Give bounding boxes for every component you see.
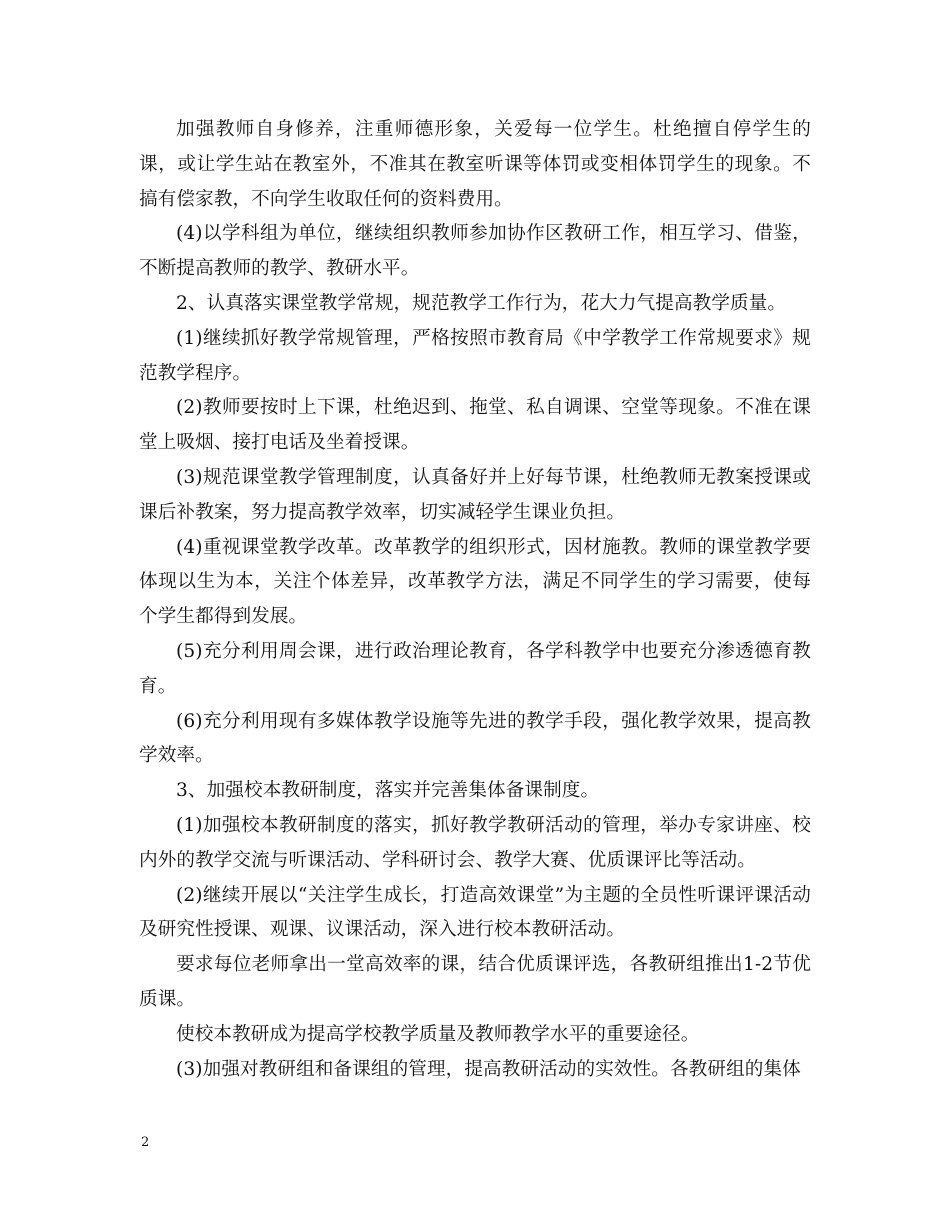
- paragraph-quality-lessons: 要求每位老师拿出一堂高效率的课，结合优质课评选，各教研组推出1-2节优质课。: [139, 954, 811, 1010]
- paragraph-item-4-subject-group: (4)以学科组为单位，继续组织教师参加协作区教研工作，相互学习、借鉴，不断提高教师的教学、教研水平。: [139, 223, 811, 280]
- paragraph-item-3-classroom-rules: (3)规范课堂教学管理制度，认真备好并上好每节课，杜绝教师无教案授课或课后补教案，努力提高教学效率，切实减轻学生课业负担。: [139, 466, 811, 523]
- paragraph-item-6-multimedia: (6)充分利用现有多媒体教学设施等先进的教学手段，强化教学效果，提高教学效率。: [139, 710, 811, 767]
- document-body: [139, 113, 811, 1087]
- page-number: 2: [141, 1135, 150, 1150]
- paragraph-item-2-lesson-observation: (2)继续开展以“关注学生成长，打造高效课堂”为主题的全员性听课评课活动及研究性授课、观课、议课活动，深入进行校本教研活动。: [139, 884, 811, 941]
- paragraph-section-3-heading: 3、加强校本教研制度，落实并完善集体备课制度。: [176, 780, 600, 802]
- paragraph-item-1-routine-management: (1)继续抓好教学常规管理，严格按照市教育局《中学教学工作常规要求》规范教学程序。: [139, 327, 811, 384]
- paragraph-research-goal: 使校本教研成为提高学校教学质量及教师教学水平的重要途径。: [176, 1023, 700, 1045]
- paragraph-item-1-school-research: (1)加强校本教研制度的落实，抓好教学教研活动的管理，举办专家讲座、校内外的教学交流与听课活动、学科研讨会、教学大赛、优质课评比等活动。: [139, 814, 811, 871]
- paragraph-item-5-weekly-meeting: (5)充分利用周会课，进行政治理论教育，各学科教学中也要充分渗透德育教育。: [139, 640, 811, 697]
- paragraph-item-3-group-management: (3)加强对教研组和备课组的管理，提高教研活动的实效性。各教研组的集体: [176, 1058, 801, 1080]
- paragraph-item-2-class-time: (2)教师要按时上下课，杜绝迟到、拖堂、私自调课、空堂等现象。不准在课堂上吸烟、接打电话及坐着授课。: [139, 397, 811, 454]
- paragraph-item-4-teaching-reform: (4)重视课堂教学改革。改革教学的组织形式，因材施教。教师的课堂教学要体现以生为本，关注个体差异，改革教学方法，满足不同学生的学习需要，使每个学生都得到发展。: [139, 536, 811, 628]
- paragraph-teacher-ethics: 加强教师自身修养，注重师德形象，关爱每一位学生。杜绝擅自停学生的课，或让学生站在教室外，不准其在教室听课等体罚或变相体罚学生的现象。不搞有偿家教，不向学生收取任何的资料费用。: [139, 119, 811, 210]
- paragraph-section-2-heading: 2、认真落实课堂教学常规，规范教学工作行为，花大力气提高教学质量。: [176, 292, 787, 314]
